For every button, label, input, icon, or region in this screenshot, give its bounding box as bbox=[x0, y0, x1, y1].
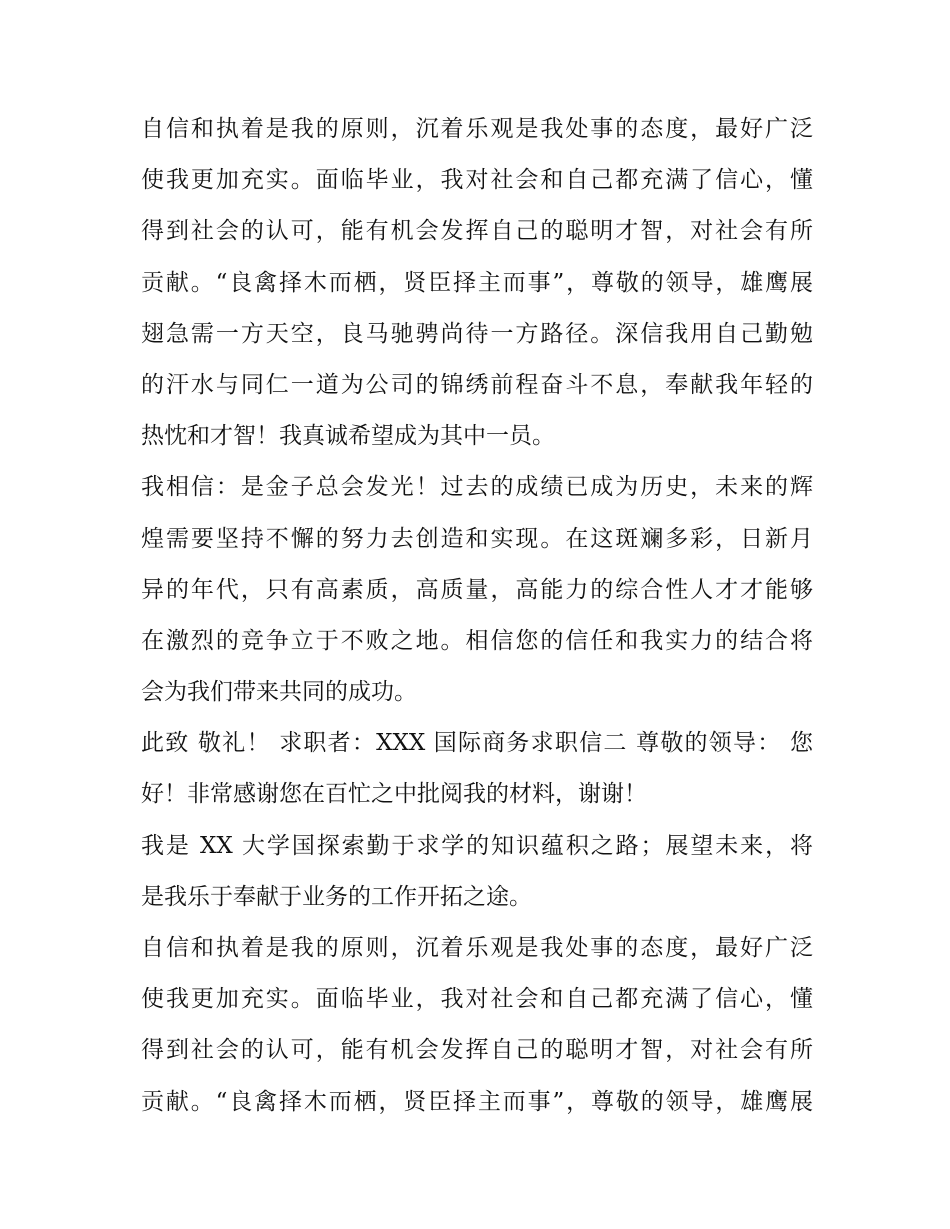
text-line: 热忱和才智！我真诚希望成为其中一员。 bbox=[141, 423, 555, 450]
text-line: 会为我们带来共同的成功。 bbox=[141, 679, 417, 706]
paragraph-3 bbox=[141, 718, 813, 820]
paragraph-1 bbox=[141, 104, 813, 462]
text-line: 得到社会的认可，能有机会发挥自己的聪明才智，对社会有所 bbox=[141, 1037, 813, 1064]
text-line: 贡献。“良禽择木而栖，贤臣择主而事”，尊敬的领导，雄鹰展 bbox=[141, 1088, 813, 1115]
text-line: 使我更加充实。面临毕业，我对社会和自己都充满了信心，懂 bbox=[141, 167, 813, 194]
text-line: 是我乐于奉献于业务的工作开拓之途。 bbox=[141, 883, 532, 910]
text-line: 使我更加充实。面临毕业，我对社会和自己都充满了信心，懂 bbox=[141, 986, 813, 1013]
text-line: 异的年代，只有高素质，高质量，高能力的综合性人才才能够 bbox=[141, 576, 813, 603]
text-line: 此致 敬礼！ 求职者：XXX 国际商务求职信二 尊敬的领导： 您 bbox=[141, 730, 813, 757]
paragraph-2 bbox=[141, 462, 813, 718]
paragraph-4 bbox=[141, 821, 813, 923]
text-line: 的汗水与同仁一道为公司的锦绣前程奋斗不息，奉献我年轻的 bbox=[141, 371, 813, 398]
text-line: 好！非常感谢您在百忙之中批阅我的材料，谢谢！ bbox=[141, 781, 647, 808]
text-line: 贡献。“良禽择木而栖，贤臣择主而事”，尊敬的领导，雄鹰展 bbox=[141, 269, 813, 296]
text-line: 自信和执着是我的原则，沉着乐观是我处事的态度，最好广泛 bbox=[141, 116, 813, 142]
text-line: 在激烈的竞争立于不败之地。相信您的信任和我实力的结合将 bbox=[141, 627, 813, 654]
text-line: 翅急需一方天空，良马驰骋尚待一方路径。深信我用自己勤勉 bbox=[141, 320, 813, 347]
text-line: 得到社会的认可，能有机会发挥自己的聪明才智，对社会有所 bbox=[141, 218, 813, 245]
text-line: 我相信：是金子总会发光！过去的成绩已成为历史，未来的辉 bbox=[141, 474, 813, 501]
text-line: 煌需要坚持不懈的努力去创造和实现。在这斑斓多彩，日新月 bbox=[141, 525, 813, 552]
document-body bbox=[141, 104, 813, 1128]
text-line: 自信和执着是我的原则，沉着乐观是我处事的态度，最好广泛 bbox=[141, 935, 813, 961]
paragraph-5 bbox=[141, 923, 813, 1128]
text-line: 我是 XX 大学国探索勤于求学的知识蕴积之路；展望未来，将 bbox=[141, 832, 813, 859]
